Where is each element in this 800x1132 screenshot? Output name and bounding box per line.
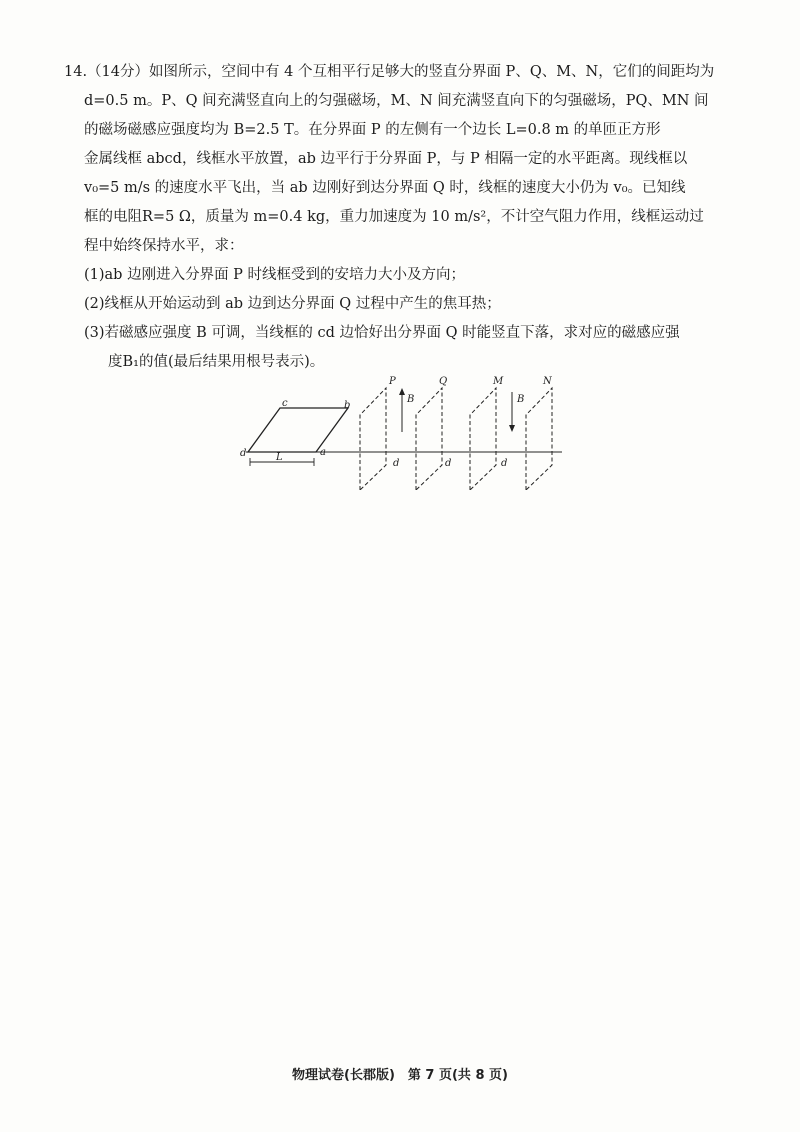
problem-line-1: 14.（14分）如图所示，空间中有 4 个互相平行足够大的竖直分界面 P、Q、M、N，它们的间距均为	[64, 64, 715, 80]
square-frame	[248, 408, 348, 452]
problem-14	[64, 58, 740, 377]
question-3-continued: 度B₁的值(最后结果用根号表示)。	[108, 354, 325, 370]
problem-line-5: v₀=5 m/s 的速度水平飞出，当 ab 边刚好到达分界面 Q 时，线框的速度大小仍为 v₀。已知线	[84, 180, 686, 196]
arrow-head-down-icon	[509, 425, 515, 432]
question-3: (3)若磁感应强度 B 可调，当线框的 cd 边恰好出分界面 Q 时能竖直下落，求对应的磁感应强	[84, 325, 680, 341]
problem-line-4: 金属线框 abcd，线框水平放置，ab 边平行于分界面 P，与 P 相隔一定的水平距离。现线框以	[84, 151, 688, 167]
problem-line-3: 的磁场磁感应强度均为 B=2.5 T。在分界面 P 的左侧有一个边长 L=0.8 m 的单匝正方形	[84, 122, 661, 138]
plane-label-P: P	[389, 376, 396, 387]
problem-line-6: 框的电阻R=5 Ω，质量为 m=0.4 kg，重力加速度为 10 m/s²，不计空气阻力作用，线框运动过	[84, 209, 704, 225]
field-label-1: B	[407, 394, 415, 405]
frame-label-d: d	[240, 448, 247, 459]
field-label-2: B	[517, 394, 525, 405]
problem-line-7: 程中始终保持水平，求：	[84, 238, 244, 254]
plane-N	[526, 388, 552, 490]
frame-label-b: b	[344, 400, 351, 411]
plane-label-Q: Q	[439, 376, 448, 387]
gap-label-2: d	[445, 458, 452, 469]
plane-label-M: M	[493, 376, 504, 387]
problem-figure	[236, 370, 566, 500]
arrow-head-up-icon	[399, 388, 405, 395]
plane-M	[470, 388, 496, 490]
question-1: (1)ab 边刚进入分界面 P 时线框受到的安培力大小及方向；	[84, 267, 466, 283]
length-label: L	[276, 452, 283, 463]
page-footer: 物理试卷(长郡版) 第 7 页(共 8 页)	[292, 1068, 508, 1083]
frame-label-a: a	[320, 447, 326, 458]
question-2: (2)线框从开始运动到 ab 边到达分界面 Q 过程中产生的焦耳热；	[84, 296, 501, 312]
plane-Q	[416, 388, 442, 490]
problem-line-2: d=0.5 m。P、Q 间充满竖直向上的匀强磁场，M、N 间充满竖直向下的匀强磁场，PQ、MN 间	[84, 93, 709, 109]
gap-label-1: d	[393, 458, 400, 469]
plane-P	[360, 388, 386, 490]
frame-label-c: c	[282, 398, 288, 409]
plane-label-N: N	[543, 376, 552, 387]
figure-svg	[236, 370, 566, 500]
gap-label-3: d	[501, 458, 508, 469]
